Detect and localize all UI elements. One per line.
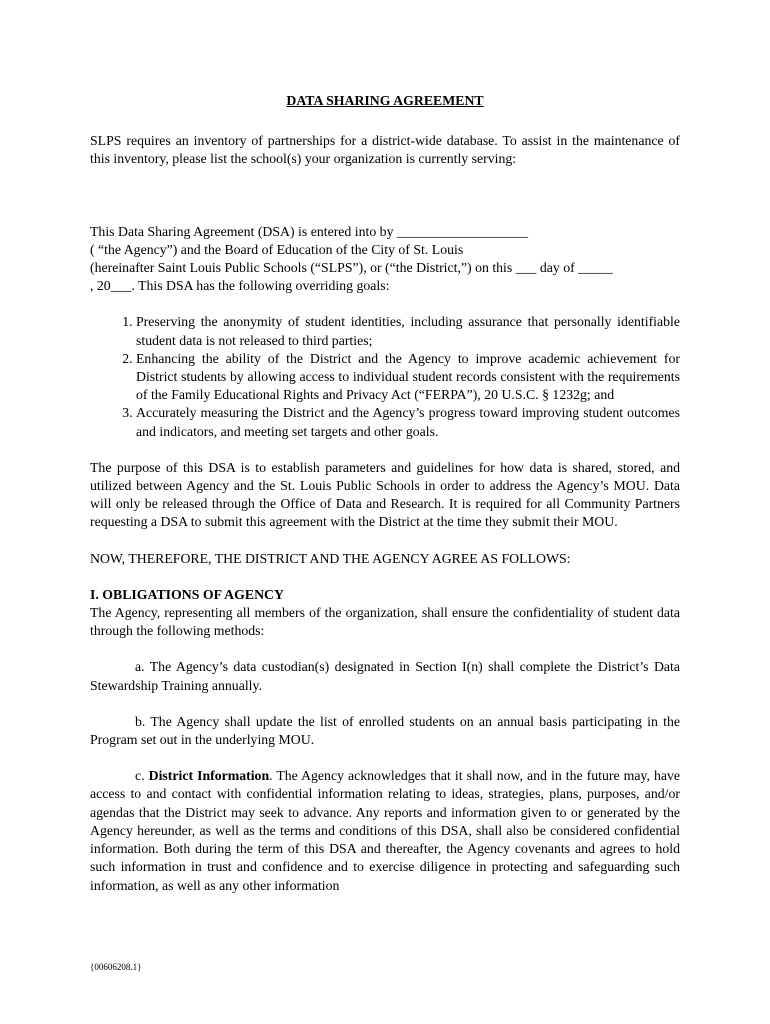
preamble-line: This Data Sharing Agreement (DSA) is entered into by ___________________	[90, 223, 528, 239]
goal-item: 1. Preserving the anonymity of student identities, including assurance that personally identifiable student data is not released to third parties;	[136, 313, 680, 349]
obligation-item-b: b. The Agency shall update the list of enrolled students on an annual basis participating in the Program set out in the underlying MOU.	[90, 713, 680, 748]
agreement-preamble	[90, 223, 680, 296]
purpose-paragraph: The purpose of this DSA is to establish parameters and guidelines for how data is shared, stored, and utilized between Agency and the St. Louis Public Schools in order to address the Agency’s MOU. Data will only be released through the Office of Data and Research. It is required for all Community Partners requesting a DSA to submit this agreement with the District at the time they submit their MOU.	[90, 459, 680, 530]
section-heading: I. OBLIGATIONS OF AGENCY	[90, 586, 284, 602]
intro-paragraph: SLPS requires an inventory of partnerships for a district-wide database. To assist in the maintenance of this inventory, please list the school(s) your organization is currently serving:	[90, 133, 680, 167]
document-page	[90, 92, 680, 913]
goal-item: 2. Enhancing the ability of the District and the Agency to improve academic achievement for District students by allowing access to individual student records consistent with the requirements of the Family Educational Rights and Privacy Act (“FERPA”), 20 U.S.C. § 1232g; and	[136, 350, 680, 405]
document-id-footer: {00606208.1}	[90, 962, 142, 972]
goals-list	[90, 313, 680, 440]
preamble-line: , 20___. This DSA has the following overriding goals:	[90, 278, 390, 294]
goal-item: 3. Accurately measuring the District and the Agency’s progress toward improving student outcomes and indicators, and meeting set targets and other goals.	[136, 404, 680, 440]
item-c-text: . The Agency acknowledges that it shall now, and in the future may, have access to and contact with confidential information relating to ideas, strategies, plans, purposes, and/or agendas that the District may seek to advance. Any reports and information given to or generated by the Agency hereunder, as well as the terms and conditions of this DSA, shall also be considered confidential information. Both during the term of this DSA and thereafter, the Agency covenants and agrees to hold such information in trust and confidence and to exercise diligence in protecting and safeguarding such information, as well as any other information	[90, 768, 680, 893]
now-therefore-line: NOW, THEREFORE, THE DISTRICT AND THE AGENCY AGREE AS FOLLOWS:	[90, 550, 571, 566]
preamble-line: (hereinafter Saint Louis Public Schools (“SLPS”), or (“the District,”) on this ___ day of _____	[90, 260, 613, 276]
obligation-item-c	[90, 767, 680, 894]
section-intro: The Agency, representing all members of the organization, shall ensure the confidentiality of student data through the following methods:	[90, 605, 680, 639]
item-c-label: c.	[135, 768, 149, 784]
obligation-item-a: a. The Agency’s data custodian(s) designated in Section I(n) shall complete the District’s Data Stewardship Training annually.	[90, 659, 680, 693]
page-title: DATA SHARING AGREEMENT	[286, 93, 484, 108]
preamble-line: ( “the Agency”) and the Board of Education of the City of St. Louis	[90, 241, 464, 257]
item-c-heading: District Information	[148, 768, 270, 784]
